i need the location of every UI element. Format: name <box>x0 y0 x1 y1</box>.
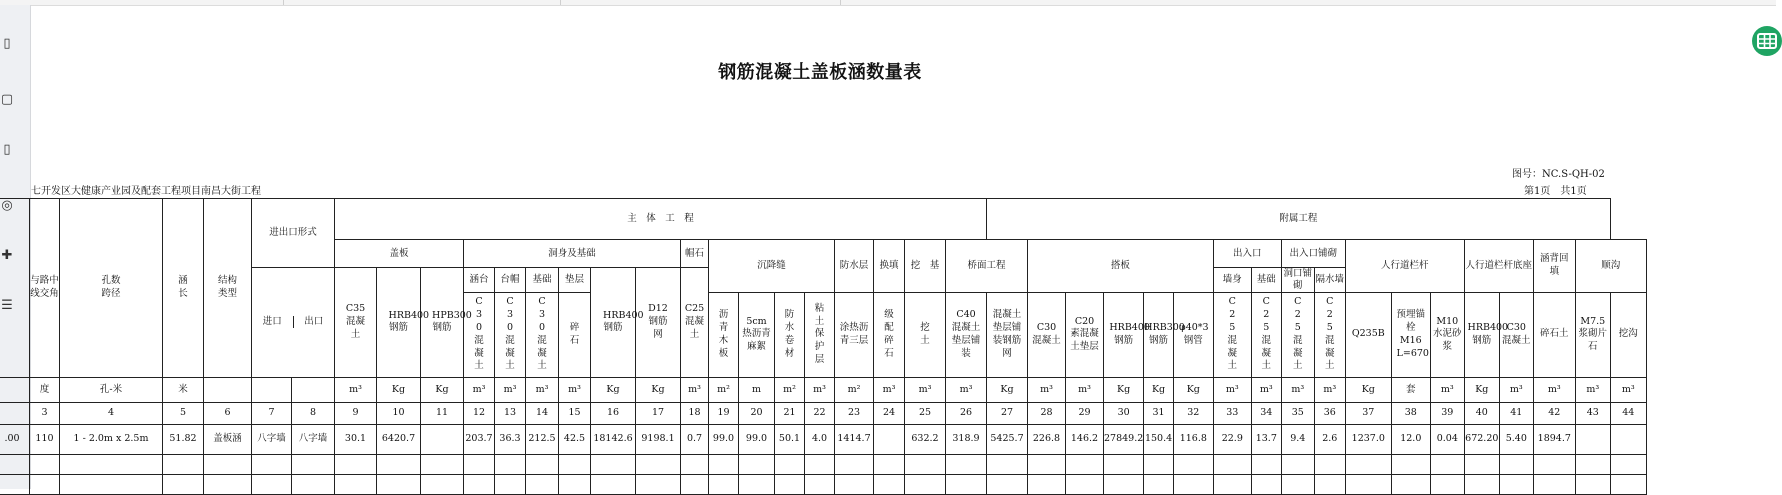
header-sub-water-wall: 隔水墙 <box>1314 268 1345 293</box>
empty-cell <box>987 454 1028 474</box>
circle-icon[interactable]: ◎ <box>1 198 13 213</box>
column-number: 3 <box>30 402 60 424</box>
header-length: 涵长 <box>163 199 204 378</box>
empty-cell <box>905 454 946 474</box>
unit-cell: Kg <box>1464 377 1499 402</box>
header-skew: 与路中线交角 <box>30 199 60 378</box>
square-icon[interactable]: ▢ <box>0 92 14 107</box>
document-title: 钢筋混凝土盖板涵数量表 <box>718 62 922 83</box>
data-value: 36.3 <box>495 424 526 454</box>
empty-cell <box>1430 474 1464 494</box>
list-icon[interactable]: ☰ <box>1 298 13 313</box>
data-value <box>874 424 905 454</box>
column-number: 33 <box>1213 402 1251 424</box>
material-header: HRB300钢筋 <box>1144 292 1174 377</box>
unit-cell: Kg <box>987 377 1028 402</box>
empty-cell <box>335 474 377 494</box>
header-sub-abut: 台帽 <box>495 268 526 293</box>
empty-cell <box>1533 474 1575 494</box>
unit-cell: m³ <box>1213 377 1251 402</box>
column-number: 19 <box>709 402 739 424</box>
quantity-sheet <box>0 198 1776 489</box>
column-number: 41 <box>1499 402 1533 424</box>
column-number: 5 <box>163 402 204 424</box>
unit-cell: m³ <box>1251 377 1281 402</box>
column-number: 6 <box>204 402 252 424</box>
data-value: 99.0 <box>739 424 775 454</box>
data-value: 5.40 <box>1499 424 1533 454</box>
column-number: 44 <box>1610 402 1646 424</box>
empty-cell <box>526 474 559 494</box>
data-value: 0.7 <box>681 424 709 454</box>
data-value: 9.4 <box>1281 424 1314 454</box>
empty-cell <box>1144 474 1174 494</box>
data-value: 1414.7 <box>835 424 874 454</box>
column-number: 30 <box>1104 402 1144 424</box>
header-sub-inlet-found: 基础 <box>1251 268 1281 293</box>
empty-cell <box>681 474 709 494</box>
empty-cell <box>1610 474 1646 494</box>
data-value: 632.2 <box>905 424 946 454</box>
header-backfill: 涵背回填 <box>1533 240 1575 293</box>
empty-cell <box>252 454 292 474</box>
material-header: 挖 土 <box>905 292 946 377</box>
column-number: 35 <box>1281 402 1314 424</box>
data-in: 八字墙 <box>252 424 292 454</box>
empty-cell <box>591 474 636 494</box>
empty-cell <box>1066 454 1104 474</box>
unit-id <box>0 377 30 402</box>
material-header: 混凝土垫层铺装钢筋网 <box>987 292 1028 377</box>
column-number: 25 <box>905 402 946 424</box>
empty-cell <box>1213 474 1251 494</box>
plus-icon[interactable]: ✚ <box>1 248 13 263</box>
empty-cell <box>335 454 377 474</box>
top-ruler <box>0 0 1776 6</box>
header-col-10: C25混凝土 <box>681 268 709 378</box>
empty-cell <box>421 474 464 494</box>
unit-cell: m³ <box>526 377 559 402</box>
empty-cell <box>495 474 526 494</box>
unit-cell: m³ <box>335 377 377 402</box>
empty-cell <box>163 454 204 474</box>
empty-cell <box>905 474 946 494</box>
column-number: 42 <box>1533 402 1575 424</box>
data-value: 50.1 <box>775 424 805 454</box>
column-number: 15 <box>559 402 591 424</box>
header-aux-works: 附属工程 <box>987 199 1611 240</box>
column-number: 28 <box>1028 402 1066 424</box>
material-header: C30混凝土 <box>526 292 559 377</box>
column-number: 12 <box>464 402 495 424</box>
data-value <box>421 424 464 454</box>
header-sub-wall: 墙身 <box>1213 268 1251 293</box>
unit-cell: m³ <box>905 377 946 402</box>
unit-cell: m² <box>709 377 739 402</box>
column-number: 34 <box>1251 402 1281 424</box>
column-number: 7 <box>252 402 292 424</box>
header-sub-culvert: 涵台 <box>464 268 495 293</box>
empty-cell <box>835 474 874 494</box>
empty-cell <box>1281 474 1314 494</box>
unit-cell: m³ <box>874 377 905 402</box>
unit-out <box>292 377 335 402</box>
column-number: 11 <box>421 402 464 424</box>
empty-cell <box>1144 454 1174 474</box>
column-number: 32 <box>1173 402 1213 424</box>
unit-cell: Kg <box>1144 377 1174 402</box>
empty-cell <box>526 454 559 474</box>
empty-cell <box>377 474 421 494</box>
material-header: M7.5浆砌片石 <box>1575 292 1610 377</box>
header-in-out <box>252 268 335 378</box>
quantity-table <box>0 198 1647 495</box>
data-id: .00 <box>0 424 30 454</box>
empty-cell <box>163 474 204 494</box>
empty-cell <box>636 454 681 474</box>
unit-cell: m³ <box>1499 377 1533 402</box>
empty-cell <box>60 474 163 494</box>
data-value: 212.5 <box>526 424 559 454</box>
data-value: 13.7 <box>1251 424 1281 454</box>
column-number: 38 <box>1391 402 1430 424</box>
data-value: 27849.2 <box>1104 424 1144 454</box>
header-railing-base: 人行道栏杆底座 <box>1464 240 1533 293</box>
empty-cell <box>1464 474 1499 494</box>
column-number: 26 <box>946 402 987 424</box>
header-col-8: HRB400钢筋 <box>591 268 636 378</box>
unit-cell: m² <box>775 377 805 402</box>
unit-cell: Kg <box>591 377 636 402</box>
empty-cell <box>874 474 905 494</box>
empty-cell <box>775 454 805 474</box>
empty-cell <box>709 474 739 494</box>
header-sub-hole-paving: 洞口铺砌 <box>1281 268 1314 293</box>
column-number: 18 <box>681 402 709 424</box>
column-number: 43 <box>1575 402 1610 424</box>
empty-cell <box>1464 454 1499 474</box>
empty-cell <box>464 454 495 474</box>
column-number: 36 <box>1314 402 1345 424</box>
grid-icon[interactable]: ▯ <box>3 142 11 157</box>
header-col-2: HRB400钢筋 <box>377 268 421 378</box>
material-header: C25混凝土 <box>1314 292 1345 377</box>
empty-cell <box>805 474 835 494</box>
data-value: 226.8 <box>1028 424 1066 454</box>
header-cap: 帽石 <box>681 240 709 268</box>
unit-skew: 度 <box>30 377 60 402</box>
empty-cell <box>1281 454 1314 474</box>
unit-cell: m³ <box>559 377 591 402</box>
material-header: 防水卷材 <box>775 292 805 377</box>
header-sub-found: 基础 <box>526 268 559 293</box>
unit-cell: m³ <box>946 377 987 402</box>
empty-cell <box>636 474 681 494</box>
unit-cell: m³ <box>1430 377 1464 402</box>
header-ditch: 顺沟 <box>1575 240 1646 293</box>
column-number: 27 <box>987 402 1028 424</box>
unit-cell: m³ <box>1575 377 1610 402</box>
unit-cell: m³ <box>1314 377 1345 402</box>
empty-cell <box>739 454 775 474</box>
material-header: 级配碎石 <box>874 292 905 377</box>
header-out: 出口 <box>304 316 324 328</box>
empty-cell <box>1499 454 1533 474</box>
empty-cell <box>1213 454 1251 474</box>
data-value: 99.0 <box>709 424 739 454</box>
empty-cell <box>946 454 987 474</box>
empty-cell <box>1345 454 1391 474</box>
header-span: 孔数跨径 <box>60 199 163 378</box>
data-value: 6420.7 <box>377 424 421 454</box>
header-inout: 进出口形式 <box>252 199 335 268</box>
data-value: 150.4 <box>1144 424 1174 454</box>
column-number: 4 <box>60 402 163 424</box>
empty-cell <box>775 474 805 494</box>
unit-cell: m³ <box>1066 377 1104 402</box>
unit-cell: m³ <box>1533 377 1575 402</box>
header-waterproof: 防水层 <box>835 240 874 293</box>
data-value: 1237.0 <box>1345 424 1391 454</box>
column-number: 9 <box>335 402 377 424</box>
data-value <box>1575 424 1610 454</box>
unit-cell: Kg <box>636 377 681 402</box>
data-value: 9198.1 <box>636 424 681 454</box>
column-number: 23 <box>835 402 874 424</box>
unit-type <box>204 377 252 402</box>
empty-cell <box>1314 474 1345 494</box>
table-app-icon[interactable] <box>1752 26 1782 56</box>
column-number: 10 <box>377 402 421 424</box>
empty-cell <box>1066 474 1104 494</box>
empty-cell <box>559 454 591 474</box>
material-header: 预埋锚栓M16 L=670 <box>1391 292 1430 377</box>
data-value: 12.0 <box>1391 424 1430 454</box>
empty-cell <box>1430 454 1464 474</box>
header-joint: 沉降缝 <box>709 240 835 293</box>
empty-cell <box>204 454 252 474</box>
data-value: 318.9 <box>946 424 987 454</box>
unit-in <box>252 377 292 402</box>
header-main-works: 主 体 工 程 <box>335 199 987 240</box>
empty-cell <box>1499 474 1533 494</box>
unit-length: 米 <box>163 377 204 402</box>
empty-cell <box>591 454 636 474</box>
empty-cell <box>946 474 987 494</box>
empty-cell <box>681 454 709 474</box>
empty-cell <box>559 474 591 494</box>
data-value: 116.8 <box>1173 424 1213 454</box>
column-number: 17 <box>636 402 681 424</box>
empty-cell <box>805 454 835 474</box>
material-header: C30混凝土 <box>1499 292 1533 377</box>
material-header: 涂热沥青三层 <box>835 292 874 377</box>
data-value: 146.2 <box>1066 424 1104 454</box>
data-type: 盖板涵 <box>204 424 252 454</box>
unit-cell: Kg <box>421 377 464 402</box>
unit-cell: m³ <box>1610 377 1646 402</box>
material-header: C25混凝土 <box>1281 292 1314 377</box>
data-value: 30.1 <box>335 424 377 454</box>
empty-cell <box>204 474 252 494</box>
data-value: 0.04 <box>1430 424 1464 454</box>
header-deck: 盖板 <box>335 240 464 268</box>
unit-cell: Kg <box>377 377 421 402</box>
empty-cell <box>1314 454 1345 474</box>
column-number: 21 <box>775 402 805 424</box>
empty-cell <box>1345 474 1391 494</box>
data-value: 5425.7 <box>987 424 1028 454</box>
page-info: 第1页 共1页 <box>1524 186 1587 197</box>
empty-cell <box>252 474 292 494</box>
header-excav: 挖 基 <box>905 240 946 293</box>
empty-cell <box>292 454 335 474</box>
empty-cell <box>292 474 335 494</box>
empty-cell <box>464 474 495 494</box>
header-body: 洞身及基础 <box>464 240 681 268</box>
column-number: 8 <box>292 402 335 424</box>
column-number: 31 <box>1144 402 1174 424</box>
material-header: M10水泥砂浆 <box>1430 292 1464 377</box>
empty-cell <box>1251 454 1281 474</box>
empty-cell <box>1251 474 1281 494</box>
header-sub-cushion: 垫层 <box>559 268 591 293</box>
material-header: C30混凝土 <box>1028 292 1066 377</box>
empty-cell <box>1104 474 1144 494</box>
empty-cell <box>1533 454 1575 474</box>
material-header: Q235B <box>1345 292 1391 377</box>
empty-cell <box>30 474 60 494</box>
header-railing: 人行道栏杆 <box>1345 240 1464 293</box>
data-value: 22.9 <box>1213 424 1251 454</box>
material-header: C30混凝土 <box>464 292 495 377</box>
number-id <box>0 402 30 424</box>
material-header: HRB400钢筋 <box>1104 292 1144 377</box>
drawing-number: 图号：NC.S-QH-02 <box>1512 169 1605 180</box>
unit-cell: m³ <box>464 377 495 402</box>
empty-cell <box>0 474 30 494</box>
data-value: 42.5 <box>559 424 591 454</box>
column-number: 39 <box>1430 402 1464 424</box>
empty-cell <box>377 454 421 474</box>
material-header: C25混凝土 <box>1213 292 1251 377</box>
material-header: C20素混凝土垫层 <box>1066 292 1104 377</box>
data-value: 203.7 <box>464 424 495 454</box>
data-value: 4.0 <box>805 424 835 454</box>
unit-cell: m³ <box>495 377 526 402</box>
material-header: φ40*3钢管 <box>1173 292 1213 377</box>
material-header: 5cm热沥青麻絮 <box>739 292 775 377</box>
empty-cell <box>495 454 526 474</box>
empty-cell <box>1028 474 1066 494</box>
column-number: 37 <box>1345 402 1391 424</box>
column-number: 24 <box>874 402 905 424</box>
empty-cell <box>421 454 464 474</box>
data-length: 51.82 <box>163 424 204 454</box>
material-header: 粘土保护层 <box>805 292 835 377</box>
empty-cell <box>739 474 775 494</box>
empty-cell <box>1173 474 1213 494</box>
data-value <box>1610 424 1646 454</box>
empty-cell <box>1610 454 1646 474</box>
header-inlet-paving: 出入口铺砌 <box>1281 240 1345 268</box>
header-col-1: C35混凝土 <box>335 268 377 378</box>
column-number: 16 <box>591 402 636 424</box>
page-icon[interactable]: ▯ <box>3 36 11 51</box>
header-type: 结构类型 <box>204 199 252 378</box>
empty-cell <box>1173 454 1213 474</box>
empty-cell <box>1391 454 1430 474</box>
empty-cell <box>0 454 30 474</box>
header-inlet: 出入口 <box>1213 240 1281 268</box>
column-number: 29 <box>1066 402 1104 424</box>
data-span: 1 - 2.0m x 2.5m <box>60 424 163 454</box>
material-header: 碎石土 <box>1533 292 1575 377</box>
column-number: 22 <box>805 402 835 424</box>
column-number: 40 <box>1464 402 1499 424</box>
unit-span: 孔-米 <box>60 377 163 402</box>
empty-cell <box>1575 474 1610 494</box>
header-col-3: HPB300钢筋 <box>421 268 464 378</box>
data-value: 672.20 <box>1464 424 1499 454</box>
unit-cell: m³ <box>1281 377 1314 402</box>
empty-cell <box>835 454 874 474</box>
unit-cell: Kg <box>1345 377 1391 402</box>
material-header: 碎石 <box>559 292 591 377</box>
column-number: 20 <box>739 402 775 424</box>
material-header: 挖沟 <box>1610 292 1646 377</box>
unit-cell: Kg <box>1173 377 1213 402</box>
column-number: 13 <box>495 402 526 424</box>
data-out: 八字墙 <box>292 424 335 454</box>
unit-cell: m³ <box>681 377 709 402</box>
unit-cell: m³ <box>805 377 835 402</box>
material-header: HRB400钢筋 <box>1464 292 1499 377</box>
header-fill: 换填 <box>874 240 905 293</box>
empty-cell <box>60 454 163 474</box>
header-slab: 搭板 <box>1028 240 1214 293</box>
empty-cell <box>709 454 739 474</box>
empty-cell <box>987 474 1028 494</box>
material-header: C30混凝土 <box>495 292 526 377</box>
data-value: 18142.6 <box>591 424 636 454</box>
unit-cell: Kg <box>1104 377 1144 402</box>
project-name: 七开发区大健康产业园及配套工程项目南昌大街工程 <box>31 186 261 197</box>
empty-cell <box>30 454 60 474</box>
col-id <box>0 199 30 378</box>
material-header: C25混凝土 <box>1251 292 1281 377</box>
header-bridge-deck: 桥面工程 <box>946 240 1028 293</box>
empty-cell <box>1575 454 1610 474</box>
empty-cell <box>1028 454 1066 474</box>
data-value: 1894.7 <box>1533 424 1575 454</box>
unit-cell: 套 <box>1391 377 1430 402</box>
data-value: 2.6 <box>1314 424 1345 454</box>
empty-cell <box>874 454 905 474</box>
data-skew: 110 <box>30 424 60 454</box>
material-header: C40混凝土垫层铺装 <box>946 292 987 377</box>
material-header: 沥青木板 <box>709 292 739 377</box>
empty-cell <box>1104 454 1144 474</box>
header-in: 进口 <box>252 316 293 328</box>
unit-cell: m² <box>835 377 874 402</box>
unit-cell: m <box>739 377 775 402</box>
unit-cell: m³ <box>1028 377 1066 402</box>
empty-cell <box>1391 474 1430 494</box>
header-col-9: D12钢筋网 <box>636 268 681 378</box>
column-number: 14 <box>526 402 559 424</box>
